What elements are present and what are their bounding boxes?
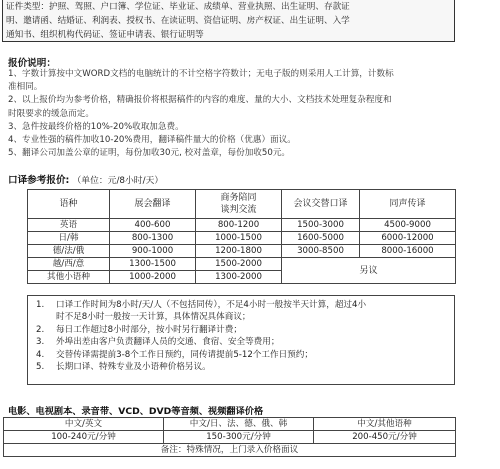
note-text: 长期口译、特殊专业及小语种价格另议。	[56, 362, 211, 373]
note-number: 2.	[36, 324, 45, 335]
quote-note-line: 1、字数计算按中文WORD文档的电脑统计的不计空格字符数计；无电子版的则采用人工计算，计数标	[8, 69, 394, 79]
cell-price: 400-600	[110, 219, 196, 232]
table-header-row	[28, 190, 456, 219]
header-consecutive: 会议交替口译	[282, 190, 360, 219]
note-number: 1.	[36, 300, 45, 310]
note-number	[36, 311, 56, 323]
certificate-line: 明、邀请函、结婚证、利润表、授权书、在读证明、资信证明、房产权证、出生证明、入学	[6, 16, 350, 26]
note-number: 4.	[36, 349, 45, 360]
cell-price: 800-1300	[110, 232, 196, 245]
table-header-row	[4, 418, 456, 431]
quote-note-line: 时限要求的缓急而定。	[8, 108, 94, 119]
certificate-types-box	[2, 0, 455, 42]
interpretation-unit: （单位：元/8小时/天）	[72, 176, 164, 186]
cell-language: 德/法/俄	[28, 245, 110, 258]
interpretation-note	[36, 361, 448, 373]
media-footnote: 备注：特殊情况，上门录入价格面议	[4, 444, 456, 457]
cell-language: 日/韩	[28, 232, 110, 245]
quote-note-line: 5、翻译公司加盖公章的证明，每份加收30元, 校对盖章，每份加收50元。	[8, 148, 291, 159]
cell-price: 150-300元/分钟	[164, 431, 314, 444]
header-language-pair: 中文/其他语种	[314, 418, 456, 431]
cell-price: 100-240元/分钟	[4, 431, 164, 444]
cell-language: 越/西/意	[28, 258, 110, 271]
quote-notes-list	[8, 68, 496, 160]
interpretation-price-table	[27, 189, 456, 284]
note-number: 3.	[36, 337, 45, 348]
cell-price: 1000-1500	[196, 232, 282, 245]
table-row	[28, 258, 456, 271]
table-row	[28, 232, 456, 245]
cell-price: 1300-2000	[196, 271, 282, 284]
table-row	[28, 245, 456, 258]
quote-note-line: 准相同。	[8, 82, 43, 93]
cell-price: 200-450元/分钟	[314, 431, 456, 444]
note-text: 外埠出差由客户负责翻译人员的交通、食宿、安全等费用；	[56, 337, 280, 348]
quote-notes-title: 报价说明：	[8, 58, 56, 69]
interpretation-note	[36, 324, 448, 336]
cell-price: 8000-16000	[360, 245, 456, 258]
media-translation-title: 电影、电视剧本、录音带、VCD、DVD等音频、视频翻译价格	[8, 406, 264, 417]
note-text: 交替传译需提前3-8个工作日预约，同传请提前5-12个工作日预约；	[56, 349, 313, 360]
cell-price: 6000-12000	[360, 232, 456, 245]
note-number: 5.	[36, 362, 45, 373]
cell-language: 英语	[28, 219, 110, 232]
cell-price: 1600-5000	[282, 232, 360, 245]
note-text: 每日工作超过8小时部分，按小时另行翻译计费；	[56, 324, 242, 335]
interpretation-note	[36, 336, 448, 348]
header-language: 语种	[28, 190, 110, 219]
certificate-line: 证件类型：护照、驾照、户口簿、学位证、毕业证、成绩单、营业执照、出生证明、存款证	[6, 2, 350, 12]
certificate-line: 通知书、组织机构代码证、签证申请表、银行证明等	[6, 30, 204, 40]
header-language-pair: 中文/日、法、德、俄、韩	[164, 418, 314, 431]
cell-price: 1200-1800	[196, 245, 282, 258]
header-simultaneous: 同声传译	[360, 190, 456, 219]
interpretation-note	[36, 299, 448, 311]
cell-price: 800-1200	[196, 219, 282, 232]
interpretation-notes-box	[27, 295, 455, 385]
quote-note-line: 3、急件按最终价格的10%-20%收取加急费。	[8, 121, 184, 132]
note-text: 时不足8小时一般按一天计算，具体情况具体商议；	[56, 312, 251, 323]
interpretation-heading	[8, 172, 163, 186]
cell-price: 900-1000	[110, 245, 196, 258]
media-price-table	[3, 417, 456, 457]
cell-price: 1500-3000	[282, 219, 360, 232]
quote-note-line: 2、以上报价均为参考价格，精确报价将根据稿件的内容的难度、量的大小、文档技术处理复杂程度和	[8, 95, 392, 106]
header-language-pair: 中文/英文	[4, 418, 164, 431]
cell-price: 1000-2000	[110, 271, 196, 284]
cell-price: 4500-9000	[360, 219, 456, 232]
table-row	[28, 219, 456, 232]
cell-price: 1500-2000	[196, 258, 282, 271]
merged-negotiable-cell: 另议	[282, 258, 456, 284]
table-row	[4, 431, 456, 444]
interpretation-note	[36, 349, 448, 361]
cell-language: 其他小语种	[28, 271, 110, 284]
header-exhibition: 展会翻译	[110, 190, 196, 219]
quote-note-line: 4、专业性强的稿件加收10-20%费用，翻译稿件量大的价格（优惠）面议。	[8, 135, 296, 146]
table-row	[4, 444, 456, 457]
note-text: 口译工作时间为8小时/天/人（不包括同传），不足4小时一般按半天计算，超过4小	[56, 300, 367, 310]
interpretation-title: 口译参考报价:	[8, 175, 70, 186]
header-business: 商务陪同 谈判交流	[196, 190, 282, 219]
cell-price: 1300-1500	[110, 258, 196, 271]
interpretation-note	[36, 311, 448, 323]
cell-price: 3000-8500	[282, 245, 360, 258]
